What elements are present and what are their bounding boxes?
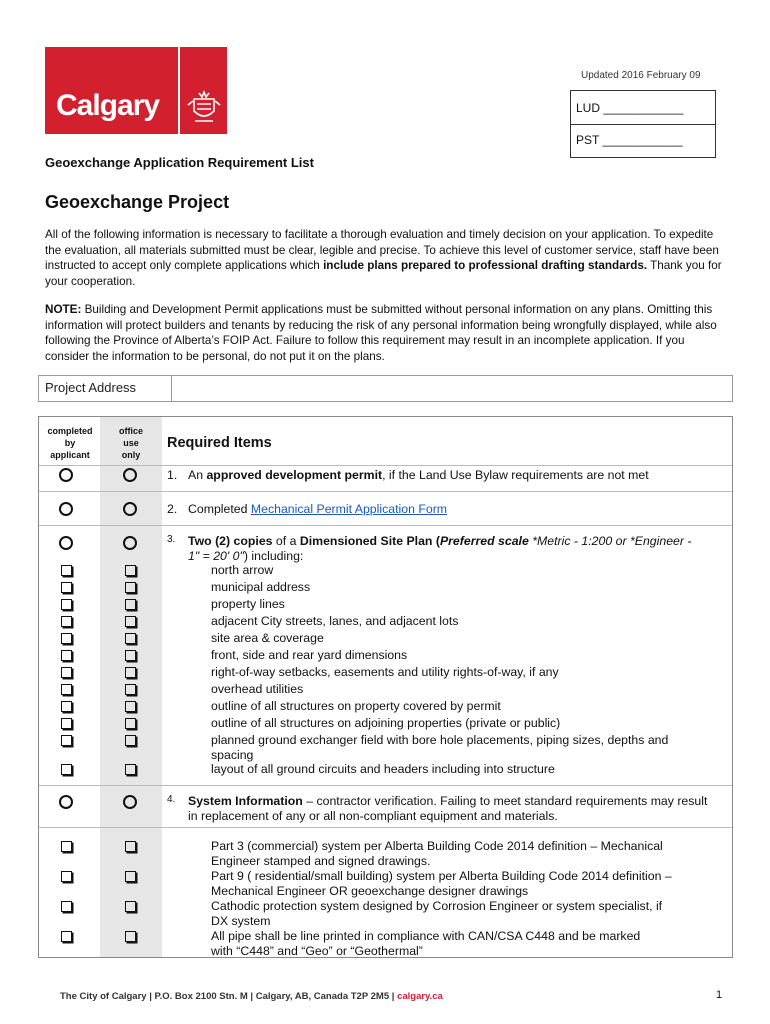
office-radio[interactable] — [123, 502, 137, 516]
col-completed-header: completed by applicant — [47, 426, 93, 460]
footer: The City of Calgary | P.O. Box 2100 Stn. M | Calgary, AB, Canada T2P 2M5 | calgary.ca — [60, 991, 443, 1002]
item-site-plan: Two (2) copies of a Dimensioned Site Plan (Preferred scale *Metric - 1:200 or *Engineer - 1" = 20' 0") including: — [188, 534, 692, 563]
completed-radio[interactable] — [59, 502, 73, 516]
completed-checkbox[interactable] — [61, 616, 72, 627]
office-checkbox[interactable] — [125, 841, 136, 852]
office-checkbox[interactable] — [125, 633, 136, 644]
page-number: 1 — [716, 989, 723, 1001]
logo-wordmark: Calgary — [56, 89, 160, 122]
office-checkbox[interactable] — [125, 701, 136, 712]
note-paragraph: NOTE: Building and Development Permit applications must be submitted without personal information on any plans. Omitting this information will protect builders and tenants by reducing the risk of any personal information being wrongfully displayed, while also following the Province of Alberta’s FOIP Act. Failure to follow this requirement may result in an incomplete application. If you consider the information to be personal, do not put it on the plans. — [45, 303, 717, 363]
office-checkbox[interactable] — [125, 764, 136, 775]
completed-checkbox[interactable] — [61, 633, 72, 644]
completed-checkbox[interactable] — [61, 701, 72, 712]
office-checkbox[interactable] — [125, 931, 136, 942]
col-office-header: office use only — [118, 426, 143, 460]
office-checkbox[interactable] — [125, 684, 136, 695]
office-checkbox[interactable] — [125, 667, 136, 678]
completed-radio[interactable] — [59, 536, 73, 550]
completed-checkbox[interactable] — [61, 684, 72, 695]
item-system-information: System Information – contractor verification. Failing to meet standard requirements may result in replacement of any or all non-compliant equipment and materials. — [188, 794, 708, 823]
document-subtitle: Geoexchange Application Requirement List — [45, 155, 314, 170]
completed-radio[interactable] — [59, 468, 73, 482]
site-plan-subitem: overhead utilities — [211, 682, 304, 696]
intro-paragraph: All of the following information is necessary to facilitate a thorough evaluation and timely decision on your application. To expedite the evaluation, all materials submitted must be clear, legible and precise. To achieve this level of customer service, staff have been instructed to accept only complete applications which include plans prepared to professional drafting standards. Thank you for your cooperation. — [45, 228, 722, 288]
office-radio[interactable] — [123, 795, 137, 809]
system-info-subitem: DX system — [211, 914, 271, 928]
updated-date: Updated 2016 February 09 — [581, 70, 701, 81]
completed-checkbox[interactable] — [61, 718, 72, 729]
office-checkbox[interactable] — [125, 616, 136, 627]
office-checkbox[interactable] — [125, 901, 136, 912]
calgary-ca-link[interactable]: calgary.ca — [397, 991, 443, 1002]
office-checkbox[interactable] — [125, 871, 136, 882]
completed-checkbox[interactable] — [61, 650, 72, 661]
box-divider — [571, 124, 715, 125]
completed-checkbox[interactable] — [61, 901, 72, 912]
office-checkbox[interactable] — [125, 718, 136, 729]
office-checkbox[interactable] — [125, 599, 136, 610]
completed-checkbox[interactable] — [61, 841, 72, 852]
pst-field: PST ____________ — [576, 133, 683, 147]
site-plan-subitem: north arrow — [211, 563, 274, 577]
completed-checkbox[interactable] — [61, 931, 72, 942]
logo-divider — [178, 47, 180, 134]
system-info-subitem: Cathodic protection system designed by Corrosion Engineer or system specialist, if — [211, 899, 663, 913]
completed-radio[interactable] — [59, 795, 73, 809]
intro-bold: include plans prepared to professional drafting standards. — [323, 259, 648, 273]
office-checkbox[interactable] — [125, 565, 136, 576]
system-info-subitem: Part 3 (commercial) system per Alberta Building Code 2014 definition – Mechanical — [211, 839, 663, 853]
completed-checkbox[interactable] — [61, 582, 72, 593]
city-crest-icon — [185, 89, 223, 127]
office-radio[interactable] — [123, 536, 137, 550]
site-plan-subitem: outline of all structures on property covered by permit — [211, 699, 501, 713]
office-checkbox[interactable] — [125, 650, 136, 661]
requirements-table: completed by applicant office use only Required Items 1. An approved development permit, if the Land Use Bylaw requirements are not met 2. Completed Mechanical Permit Application Form 3. Two (2) copies of a Dimensioned Site Plan (Preferred scale *Metric - 1:200 or *Engineer - 1" = 20' 0") including: north arrow municipal address property lines adjacent City streets, lanes, and adjacent lots site area & coverage front, side and rear yard dimensions right-of-way setbacks, easements and utility rights-of-way, if any overhead utilities outline of all structures on property covered by permit outline of all structures on adjoining properties (private or public) planned ground exchanger field with bore hole placements, piping sizes, depths and spacing layout of all ground circuits and headers including into structure 4. System Information – contractor verification. Failing to meet standard requirements may result in replacement of any or all non-compliant equipment and materials. Part 3 (commercial) system per Alberta Building Code 2014 definition – Mechanical Engineer stamped and signed drawings. Part 9 ( residential/small building) system per Alberta Building Code 2014 definition – Mechanical Engineer OR geoexchange designer drawings Cathodic protection system designed by Corrosion Engineer or system specialist, if DX system All pipe shall be line printed in compliance with CAN/CSA C448 and be marked with “C448” and “Geo” or “Geothermal” — [38, 416, 733, 958]
site-plan-subitem: front, side and rear yard dimensions — [211, 648, 408, 662]
system-info-subitem: Part 9 ( residential/small building) system per Alberta Building Code 2014 definition – — [211, 869, 672, 883]
system-info-subitem: All pipe shall be line printed in compliance with CAN/CSA C448 and be marked — [211, 929, 641, 943]
completed-checkbox[interactable] — [61, 565, 72, 576]
page-title: Geoexchange Project — [45, 192, 230, 212]
calgary-logo — [45, 47, 227, 134]
office-checkbox[interactable] — [125, 735, 136, 746]
site-plan-subitem: spacing — [211, 748, 254, 762]
item-mechanical-permit-form: Completed Mechanical Permit Application Form — [188, 502, 448, 516]
project-address-label: Project Address — [45, 380, 137, 395]
office-reference-box — [570, 90, 716, 158]
item-approved-permit: An approved development permit, if the Land Use Bylaw requirements are not met — [188, 468, 649, 482]
system-info-subitem: Engineer stamped and signed drawings. — [211, 854, 431, 868]
completed-checkbox[interactable] — [61, 735, 72, 746]
site-plan-subitem: right-of-way setbacks, easements and utility rights-of-way, if any — [211, 665, 559, 679]
site-plan-subitem: adjacent City streets, lanes, and adjacent lots — [211, 614, 459, 628]
site-plan-subitem: planned ground exchanger field with bore hole placements, piping sizes, depths and — [211, 733, 669, 747]
project-address-row — [38, 375, 733, 402]
completed-checkbox[interactable] — [61, 764, 72, 775]
office-radio[interactable] — [123, 468, 137, 482]
site-plan-subitem: municipal address — [211, 580, 311, 594]
site-plan-subitem: property lines — [211, 597, 285, 611]
completed-checkbox[interactable] — [61, 667, 72, 678]
mechanical-permit-form-link[interactable]: Mechanical Permit Application Form — [250, 502, 448, 516]
system-info-subitem: with “C448” and “Geo” or “Geothermal” — [211, 944, 423, 958]
office-checkbox[interactable] — [125, 582, 136, 593]
site-plan-subitem: layout of all ground circuits and headers including into structure — [211, 762, 555, 776]
site-plan-subitem: outline of all structures on adjoining properties (private or public) — [211, 716, 561, 730]
completed-checkbox[interactable] — [61, 871, 72, 882]
required-items-heading: Required Items — [167, 435, 272, 451]
lud-field: LUD ____________ — [576, 101, 684, 115]
site-plan-subitem: site area & coverage — [211, 631, 324, 645]
system-info-subitem: Mechanical Engineer OR geoexchange designer drawings — [211, 884, 529, 898]
note-label: NOTE: — [45, 303, 82, 316]
completed-checkbox[interactable] — [61, 599, 72, 610]
